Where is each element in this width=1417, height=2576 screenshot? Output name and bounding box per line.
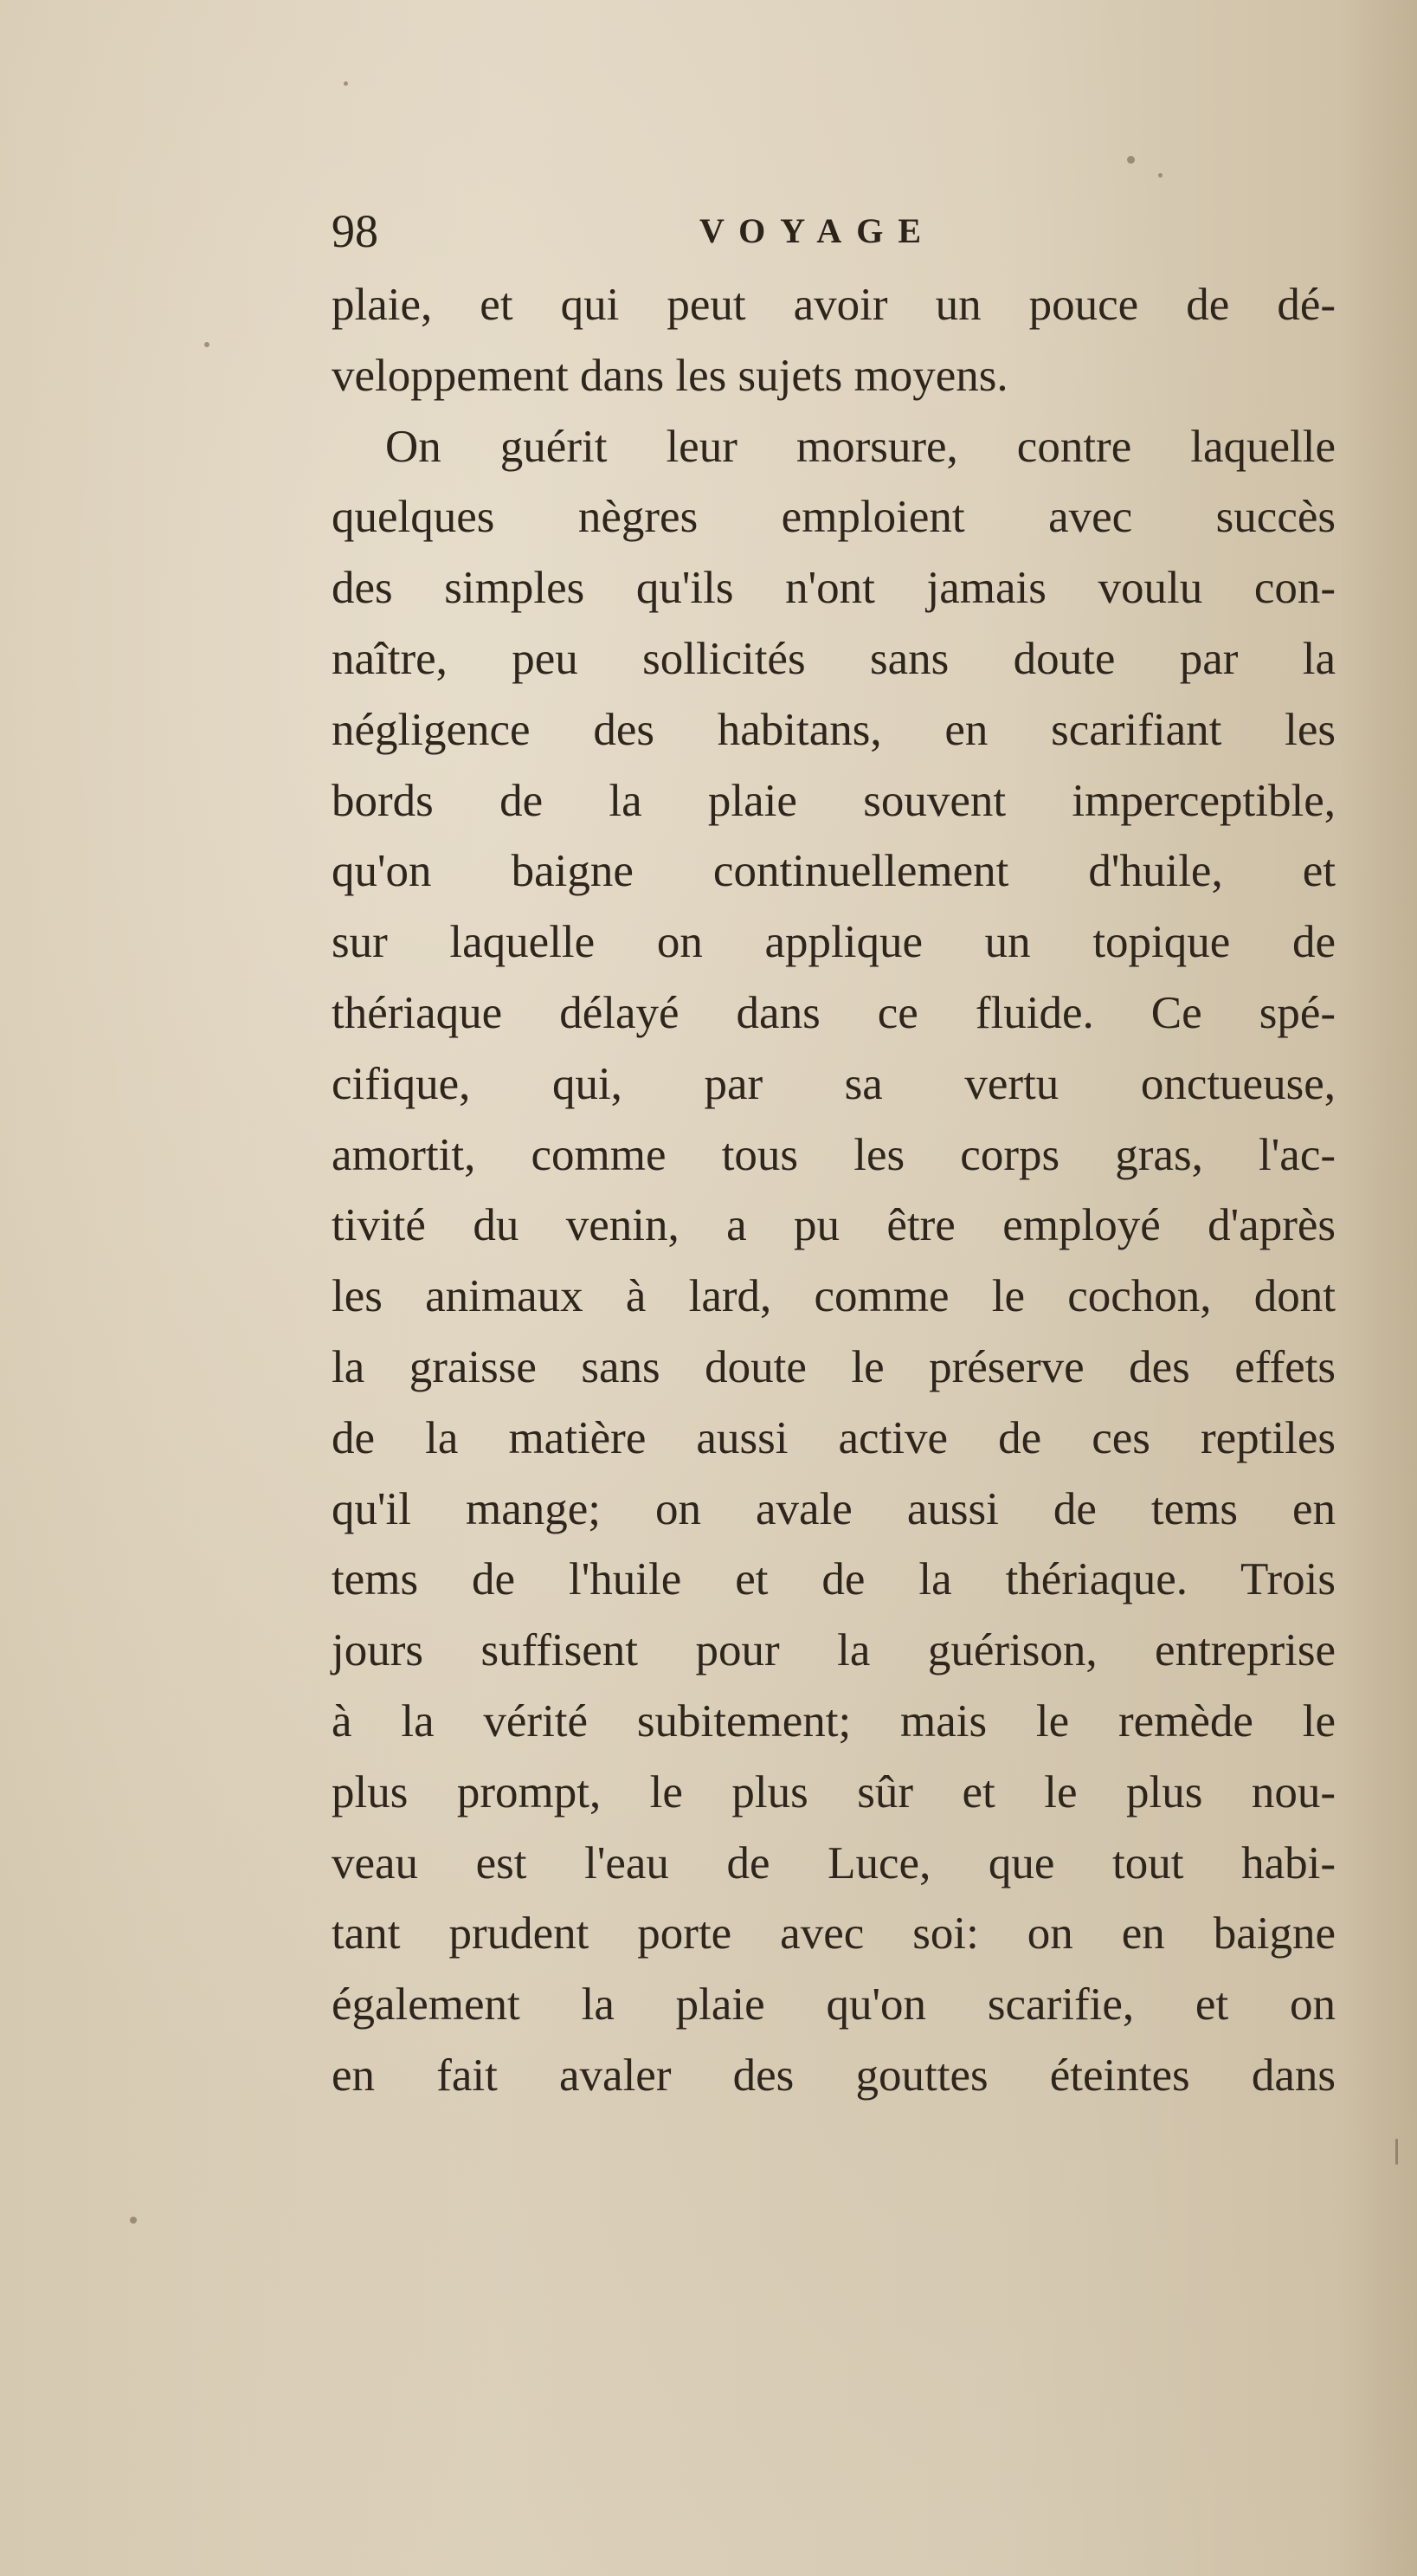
paper-speck bbox=[344, 81, 348, 86]
text-line: de la matière aussi active de ces reptiles bbox=[332, 1412, 1336, 1463]
text-line: la graisse sans doute le préserve des effets bbox=[332, 1341, 1336, 1392]
text-line: naître, peu sollicités sans doute par la bbox=[332, 633, 1336, 684]
text-line: cifique, qui, par sa vertu onctueuse, bbox=[332, 1058, 1336, 1109]
text-line: On guérit leur morsure, contre laquelle bbox=[385, 421, 1336, 472]
text-line: quelques nègres emploient avec succès bbox=[332, 492, 1336, 543]
paper-speck bbox=[1127, 156, 1135, 164]
page-number: 98 bbox=[332, 205, 378, 257]
text-line: également la plaie qu'on scarifie, et on bbox=[332, 1979, 1336, 2030]
running-head: VOYAGE bbox=[699, 211, 937, 250]
text-line: négligence des habitans, en scarifiant les bbox=[332, 704, 1336, 755]
text-line: qu'il mange; on avale aussi de tems en bbox=[332, 1483, 1336, 1534]
text-line: amortit, comme tous les corps gras, l'ac- bbox=[332, 1129, 1336, 1180]
body-text bbox=[332, 270, 1336, 2112]
text-line: plus prompt, le plus sûr et le plus nou- bbox=[332, 1766, 1336, 1817]
text-line: tems de l'huile et de la thériaque. Trois bbox=[332, 1554, 1336, 1605]
text-line: plaie, et qui peut avoir un pouce de dé- bbox=[332, 280, 1336, 330]
text-line: des simples qu'ils n'ont jamais voulu con- bbox=[332, 563, 1336, 614]
paper-speck bbox=[1395, 2139, 1398, 2165]
text-line: tant prudent porte avec soi: on en baigne bbox=[332, 1908, 1336, 1959]
text-line: jours suffisent pour la guérison, entreprise bbox=[332, 1625, 1336, 1676]
text-line: veloppement dans les sujets moyens. bbox=[332, 350, 1008, 401]
text-line: tivité du venin, a pu être employé d'après bbox=[332, 1200, 1336, 1251]
paper-speck bbox=[1158, 173, 1163, 178]
page-header bbox=[332, 201, 1327, 261]
text-line: en fait avaler des gouttes éteintes dans bbox=[332, 2050, 1336, 2101]
text-line: les animaux à lard, comme le cochon, dont bbox=[332, 1271, 1336, 1322]
paper-speck bbox=[130, 2217, 137, 2224]
text-line: bords de la plaie souvent imperceptible, bbox=[332, 775, 1336, 826]
page-gutter-shadow bbox=[1339, 0, 1417, 2576]
text-line: thériaque délayé dans ce fluide. Ce spé- bbox=[332, 987, 1336, 1038]
text-line: qu'on baigne continuellement d'huile, et bbox=[332, 846, 1336, 897]
text-line: veau est l'eau de Luce, que tout habi- bbox=[332, 1837, 1336, 1888]
text-line: sur laquelle on applique un topique de bbox=[332, 917, 1336, 968]
text-line: à la vérité subitement; mais le remède le bbox=[332, 1695, 1336, 1746]
paper-speck bbox=[204, 342, 209, 347]
